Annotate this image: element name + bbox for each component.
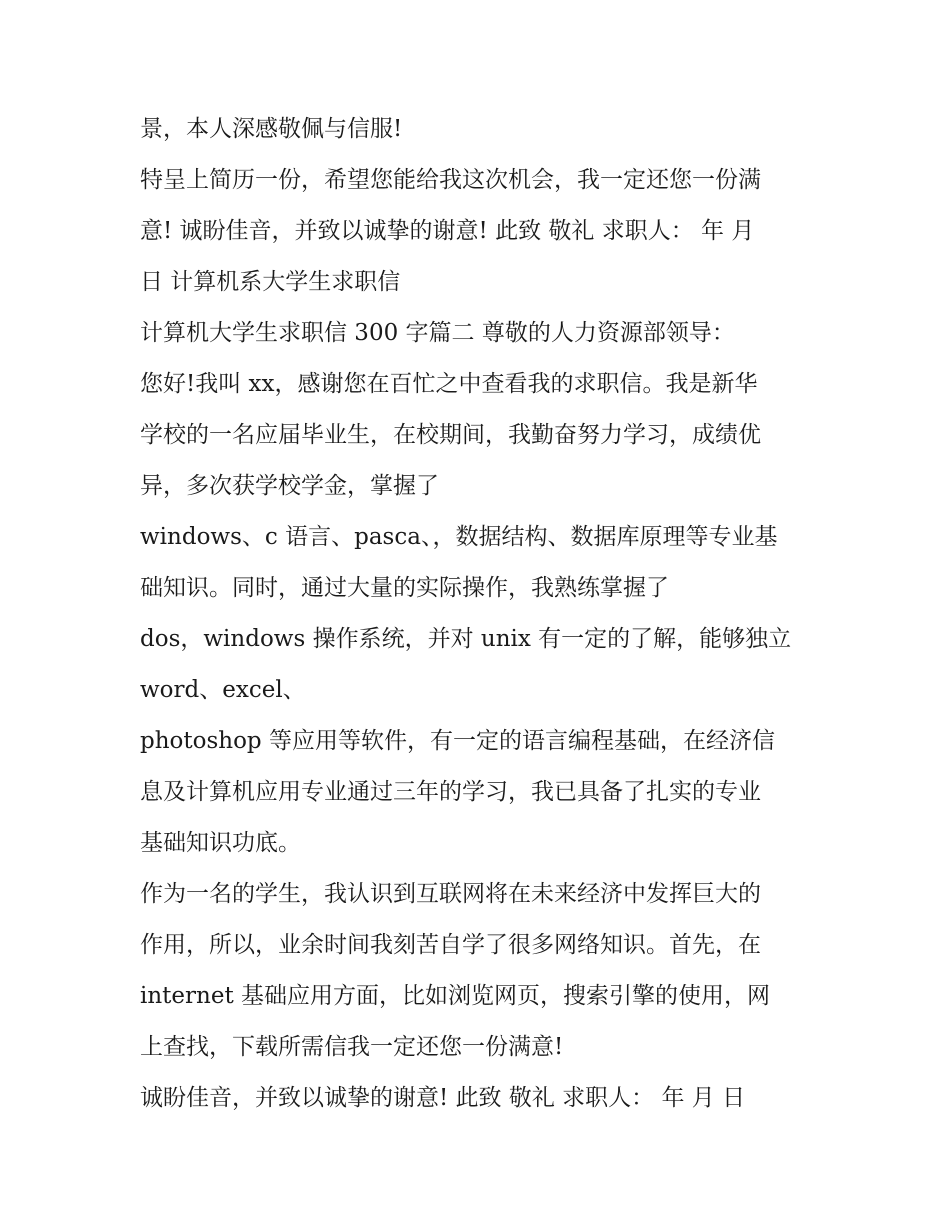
text-line: 上查找，下载所需信我一定还您一份满意! bbox=[140, 1034, 564, 1060]
text-line: 基础知识功底。 bbox=[140, 830, 301, 856]
text-line: 作为一名的学生，我认识到互联网将在未来经济中发挥巨大的 bbox=[140, 881, 761, 907]
text-line: dos，windows 操作系统，并对 unix 有一定的了解，能够独立 bbox=[140, 626, 792, 652]
text-line: 意! 诚盼佳音，并致以诚挚的谢意! 此致 敬礼 求职人： 年 月 bbox=[140, 218, 755, 244]
text-line: 景，本人深感敬佩与信服! bbox=[140, 116, 403, 142]
text-line: 作用，所以，业余时间我刻苦自学了很多网络知识。首先，在 bbox=[140, 932, 761, 958]
text-line: 学校的一名应届毕业生，在校期间，我勤奋努力学习，成绩优 bbox=[140, 422, 761, 448]
text-line: 您好!我叫 xx，感谢您在百忙之中查看我的求职信。我是新华 bbox=[140, 371, 758, 397]
text-line: internet 基础应用方面，比如浏览网页，搜索引擎的使用，网 bbox=[140, 983, 770, 1009]
text-line: 计算机大学生求职信 300 字篇二 尊敬的人力资源部领导： bbox=[140, 320, 735, 346]
text-line: 日 计算机系大学生求职信 bbox=[140, 269, 401, 295]
text-line: 特呈上简历一份，希望您能给我这次机会，我一定还您一份满 bbox=[140, 167, 761, 193]
text-line: 异，多次获学校学金，掌握了 bbox=[140, 473, 439, 499]
text-line: word、excel、 bbox=[140, 677, 306, 703]
document-body bbox=[140, 104, 820, 1124]
text-line: 息及计算机应用专业通过三年的学习，我已具备了扎实的专业 bbox=[140, 779, 761, 805]
text-line: 础知识。同时，通过大量的实际操作，我熟练掌握了 bbox=[140, 575, 669, 601]
text-line: 诚盼佳音，并致以诚挚的谢意! 此致 敬礼 求职人： 年 月 日 bbox=[140, 1085, 746, 1111]
text-line: photoshop 等应用等软件，有一定的语言编程基础，在经济信 bbox=[140, 728, 775, 754]
text-line: windows、c 语言、pasca、，数据结构、数据库原理等专业基 bbox=[140, 524, 778, 550]
